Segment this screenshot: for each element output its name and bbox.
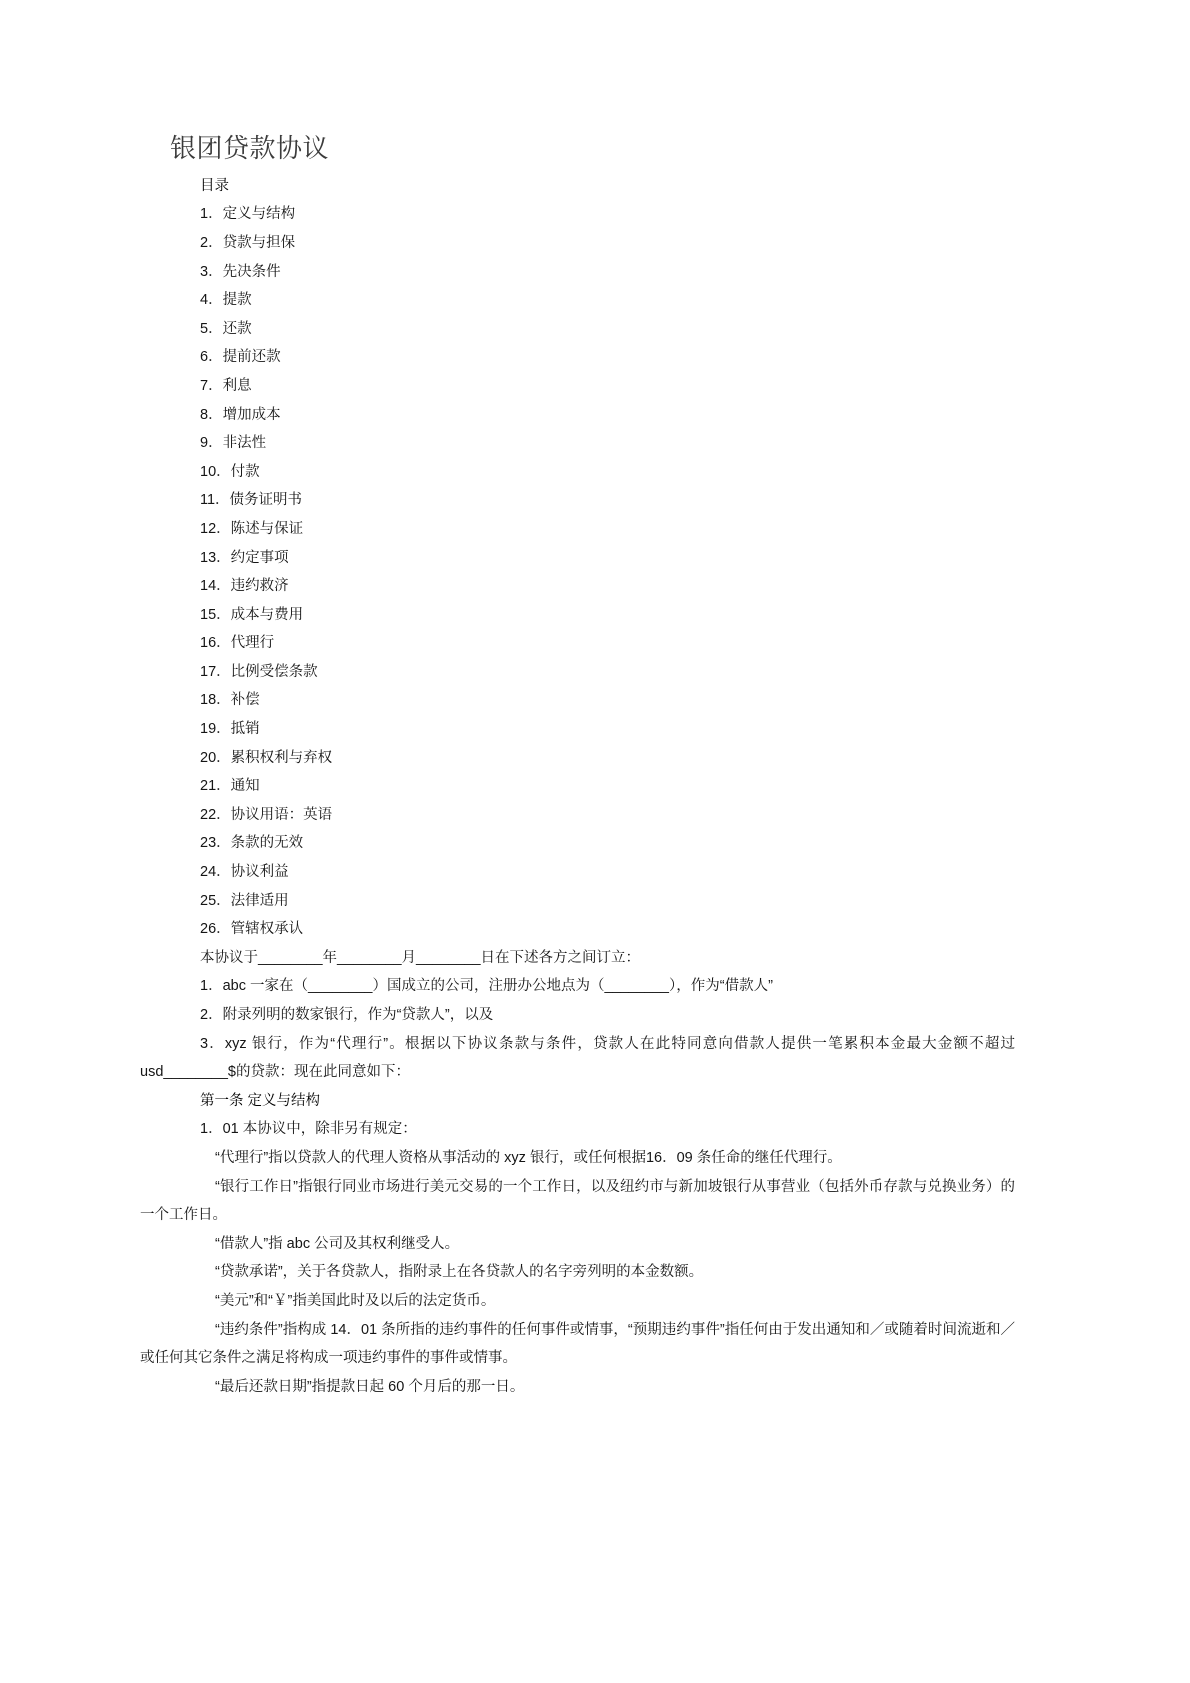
toc-item[interactable]: 11．债务证明书 xyxy=(200,492,303,509)
toc-item[interactable]: 13．约定事项 xyxy=(200,549,289,566)
toc-item[interactable]: 17．比例受偿条款 xyxy=(200,663,318,680)
toc-item[interactable]: 20．累积权利与弃权 xyxy=(200,749,333,766)
toc-item[interactable]: 8．增加成本 xyxy=(200,406,281,423)
toc-item[interactable]: 19．抵销 xyxy=(200,721,260,738)
toc-item[interactable]: 5．还款 xyxy=(200,320,252,337)
toc-item[interactable]: 6．提前还款 xyxy=(200,349,281,366)
toc-item[interactable]: 16．代理行 xyxy=(200,635,275,652)
toc-item[interactable]: 1．定义与结构 xyxy=(200,206,296,223)
toc-item[interactable]: 9．非法性 xyxy=(200,435,267,452)
party-paragraph-agent: 3．xyz 银行，作为“代理行”。根据以下协议条款与条件，贷款人在此特同意向借款人提供一笔累积本金最大金额不超过 usd________$的贷款：现在此同意如下： xyxy=(140,1035,1015,1081)
preamble-paragraph: 本协议于________年________月________日在下述各方之间订立： xyxy=(200,949,641,966)
toc-item[interactable]: 24．协议利益 xyxy=(200,864,289,881)
clause-1-01: 1．01 本协议中，除非另有规定： xyxy=(200,1121,417,1138)
party-paragraph-lenders: 2．附录列明的数家银行，作为“贷款人”，以及 xyxy=(200,1007,494,1024)
page-title: 银团贷款协议 xyxy=(170,134,330,163)
definition-banking-day: “银行工作日”指银行同业市场进行美元交易的一个工作日，以及纽约市与新加坡银行从事营业（包括外币存款与兑换业务）的一个工作日。 xyxy=(140,1178,1015,1224)
toc-item[interactable]: 15．成本与费用 xyxy=(200,606,304,623)
definition-commitment: “贷款承诺”，关于各贷款人，指附录上在各贷款人的名字旁列明的本金数额。 xyxy=(215,1264,704,1281)
toc-item[interactable]: 22．协议用语：英语 xyxy=(200,806,333,823)
toc-item[interactable]: 25．法律适用 xyxy=(200,892,289,909)
toc-item[interactable]: 18．补偿 xyxy=(200,692,260,709)
toc-item[interactable]: 10．付款 xyxy=(200,463,260,480)
toc-item[interactable]: 12．陈述与保证 xyxy=(200,520,304,537)
party-paragraph-borrower: 1．abc 一家在（________）国成立的公司，注册办公地点为（________），作为“借款人” xyxy=(200,978,773,995)
toc-item[interactable]: 4．提款 xyxy=(200,292,252,309)
toc-item[interactable]: 7．利息 xyxy=(200,377,252,394)
definition-agent-bank: “代理行”指以贷款人的代理人资格从事活动的 xyz 银行，或任何根据16．09 条任命的继任代理行。 xyxy=(215,1149,842,1166)
article-heading: 第一条 定义与结构 xyxy=(200,1092,321,1109)
table-of-contents xyxy=(140,200,1015,943)
definition-default-condition: “违约条件”指构成 14．01 条所指的违约事件的任何事件或情事，“预期违约事件”指任何由于发出通知和／或随着时间流逝和／或任何其它条件之满足将构成一项违约事件的事件或情事。 xyxy=(140,1321,1015,1367)
toc-item[interactable]: 2．贷款与担保 xyxy=(200,234,296,251)
toc-item[interactable]: 14．违约救济 xyxy=(200,578,289,595)
toc-item[interactable]: 3．先决条件 xyxy=(200,263,281,280)
definition-final-repayment-date: “最后还款日期”指提款日起 60 个月后的那一日。 xyxy=(215,1378,525,1395)
toc-heading: 目录 xyxy=(200,177,229,194)
document-body xyxy=(140,132,1015,1401)
definition-dollars: “美元”和“￥”指美国此时及以后的法定货币。 xyxy=(215,1292,496,1309)
toc-item[interactable]: 21．通知 xyxy=(200,778,260,795)
toc-item[interactable]: 26．管辖权承认 xyxy=(200,921,304,938)
toc-item[interactable]: 23．条款的无效 xyxy=(200,835,304,852)
definition-borrower: “借款人”指 abc 公司及其权利继受人。 xyxy=(215,1235,460,1252)
